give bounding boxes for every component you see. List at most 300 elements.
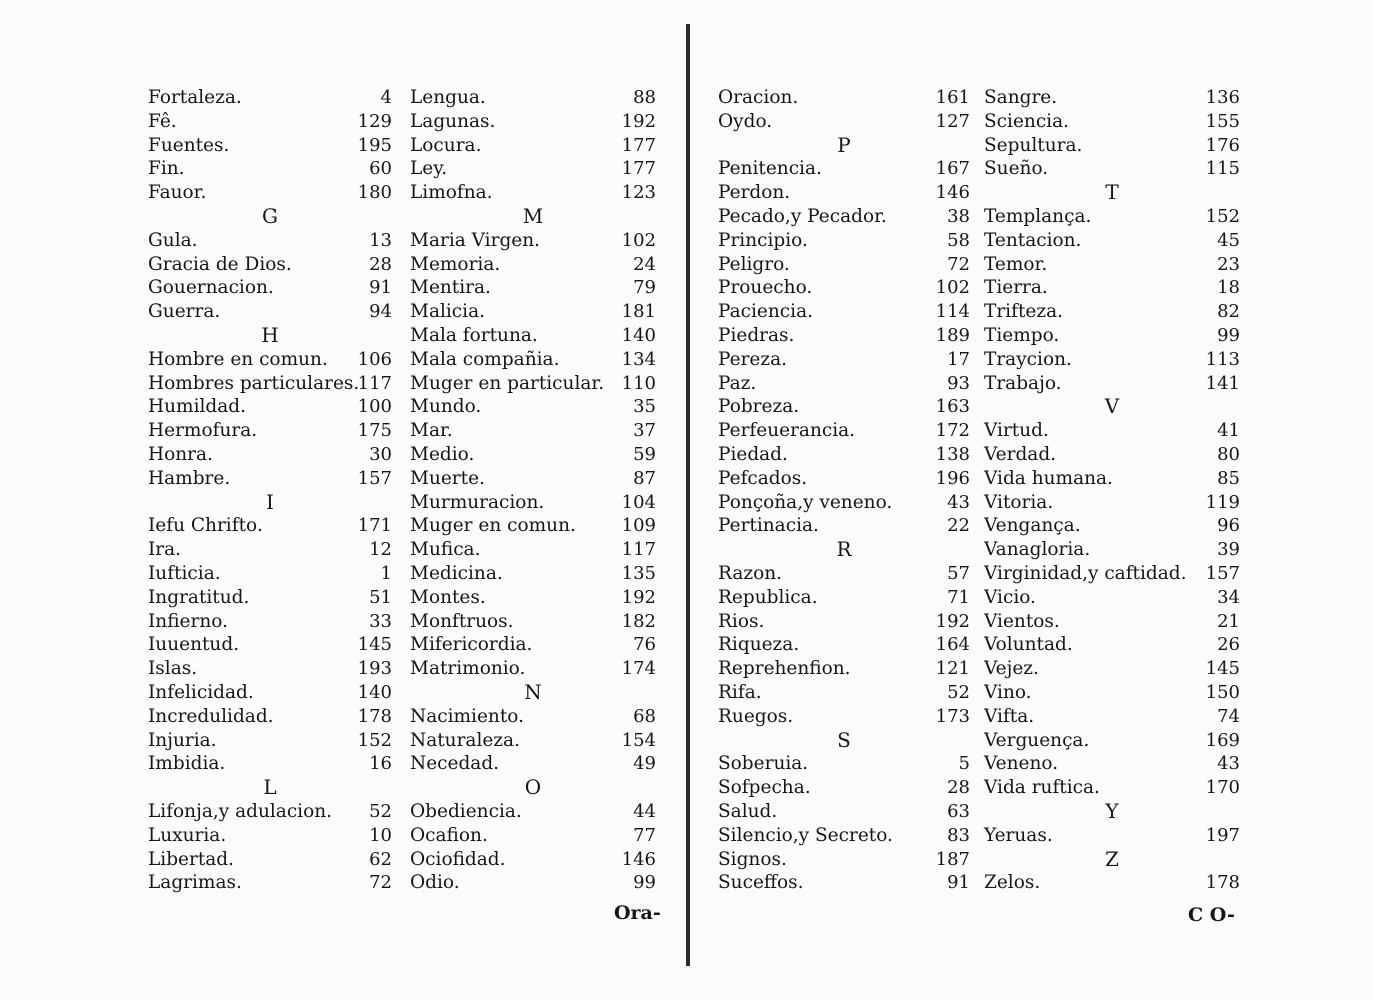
index-entry <box>148 848 392 872</box>
index-entry <box>148 586 392 610</box>
index-entry <box>410 610 656 634</box>
entry-page-number: 43 <box>1217 753 1240 775</box>
index-entry <box>148 681 392 705</box>
entry-term: Rios. <box>718 610 765 632</box>
section-letter-label: H <box>261 322 279 347</box>
entry-page-number: 80 <box>1217 443 1240 465</box>
entry-term: Medio. <box>410 443 475 465</box>
index-entry <box>148 562 392 586</box>
entry-term: Prouecho. <box>718 277 813 299</box>
index-entry <box>410 395 656 419</box>
entry-term: Pertinacia. <box>718 515 819 537</box>
entry-term: Murmuracion. <box>410 491 545 513</box>
entry-term: Vitoria. <box>984 491 1054 513</box>
section-letter <box>148 324 392 348</box>
entry-term: Iefu Chrifto. <box>148 515 263 537</box>
entry-page-number: 43 <box>947 491 970 513</box>
index-column-3 <box>718 86 970 895</box>
entry-page-number: 167 <box>935 158 970 180</box>
index-entry <box>718 824 970 848</box>
entry-page-number: 113 <box>1205 348 1240 370</box>
index-entry <box>718 372 970 396</box>
entry-page-number: 35 <box>633 396 656 418</box>
entry-page-number: 102 <box>935 277 970 299</box>
entry-term: Fortaleza. <box>148 87 242 108</box>
index-entry <box>148 871 392 895</box>
entry-term: Limofna. <box>410 182 493 204</box>
entry-term: Mala fortuna. <box>410 324 538 346</box>
entry-term: Monftruos. <box>410 610 514 632</box>
entry-term: Islas. <box>148 658 198 680</box>
index-entry <box>410 657 656 681</box>
entry-page-number: 192 <box>621 586 656 608</box>
index-entry <box>984 324 1240 348</box>
entry-term: Piedras. <box>718 324 795 346</box>
entry-page-number: 26 <box>1217 634 1240 656</box>
entry-term: Iufticia. <box>148 562 221 584</box>
section-letter-label: T <box>1105 180 1119 205</box>
index-entry <box>718 467 970 491</box>
entry-term: Imbidia. <box>148 753 226 775</box>
entry-page-number: 51 <box>369 586 392 608</box>
entry-term: Montes. <box>410 586 486 608</box>
entry-term: Vifta. <box>984 705 1035 727</box>
entry-term: Oydo. <box>718 110 773 132</box>
entry-term: Guerra. <box>148 301 221 323</box>
entry-term: Paz. <box>718 372 757 394</box>
section-letter <box>410 776 656 800</box>
index-entry <box>410 824 656 848</box>
entry-page-number: 189 <box>935 324 970 346</box>
entry-term: Gracia de Dios. <box>148 253 292 275</box>
entry-term: Pecado,y Pecador. <box>718 205 887 227</box>
index-entry <box>410 300 656 324</box>
entry-term: Fê. <box>148 110 177 132</box>
entry-page-number: 76 <box>633 634 656 656</box>
index-entry <box>984 586 1240 610</box>
entry-term: Incredulidad. <box>148 705 274 727</box>
entry-term: Soberuia. <box>718 753 809 775</box>
entry-page-number: 52 <box>369 800 392 822</box>
entry-term: Lifonja,y adulacion. <box>148 800 333 822</box>
section-letter <box>718 134 970 158</box>
entry-page-number: 79 <box>633 277 656 299</box>
entry-page-number: 141 <box>1205 372 1240 394</box>
entry-page-number: 37 <box>633 420 656 442</box>
index-entry <box>410 86 656 110</box>
index-entry <box>984 467 1240 491</box>
entry-page-number: 129 <box>357 110 392 132</box>
entry-page-number: 21 <box>1217 610 1240 632</box>
entry-page-number: 44 <box>633 800 656 822</box>
entry-page-number: 180 <box>357 182 392 204</box>
section-letter-label: S <box>837 727 851 752</box>
index-entry <box>984 657 1240 681</box>
entry-page-number: 68 <box>633 705 656 727</box>
entry-term: Nacimiento. <box>410 705 524 727</box>
entry-term: Hombre en comun. <box>148 348 328 370</box>
entry-page-number: 134 <box>621 348 656 370</box>
entry-term: Naturaleza. <box>410 729 520 751</box>
index-entry <box>148 657 392 681</box>
entry-term: Principio. <box>718 229 808 251</box>
index-entry <box>148 276 392 300</box>
entry-term: Yeruas. <box>984 824 1053 846</box>
entry-term: Mufica. <box>410 539 481 561</box>
index-entry <box>984 514 1240 538</box>
entry-page-number: 58 <box>947 229 970 251</box>
index-entry <box>410 324 656 348</box>
index-entry <box>718 848 970 872</box>
index-entry <box>984 229 1240 253</box>
entry-page-number: 155 <box>1205 110 1240 132</box>
entry-term: Hombres particulares. <box>148 372 360 394</box>
entry-page-number: 96 <box>1217 515 1240 537</box>
entry-term: Vicio. <box>984 586 1036 608</box>
entry-page-number: 102 <box>621 229 656 251</box>
index-entry <box>718 514 970 538</box>
entry-page-number: 140 <box>357 681 392 703</box>
entry-page-number: 85 <box>1217 467 1240 489</box>
entry-term: Ponçoña,y veneno. <box>718 491 893 513</box>
entry-page-number: 181 <box>621 301 656 323</box>
index-entry <box>148 633 392 657</box>
entry-page-number: 195 <box>357 134 392 156</box>
index-entry <box>410 134 656 158</box>
index-entry <box>148 229 392 253</box>
index-entry <box>148 86 392 110</box>
section-letter <box>984 848 1240 872</box>
section-letter <box>410 681 656 705</box>
entry-page-number: 157 <box>1205 562 1240 584</box>
entry-page-number: 72 <box>947 253 970 275</box>
index-entry <box>718 324 970 348</box>
entry-page-number: 192 <box>935 610 970 632</box>
index-column-4 <box>984 86 1240 895</box>
entry-page-number: 140 <box>621 324 656 346</box>
entry-term: Medicina. <box>410 562 503 584</box>
entry-term: Salud. <box>718 800 778 822</box>
entry-page-number: 38 <box>947 205 970 227</box>
entry-term: Virginidad,y caftidad. <box>984 562 1187 584</box>
entry-term: Malicia. <box>410 301 485 323</box>
entry-page-number: 138 <box>935 443 970 465</box>
entry-term: Trabajo. <box>984 372 1062 394</box>
entry-term: Sepultura. <box>984 134 1083 156</box>
entry-term: Perfeuerancia. <box>718 420 856 442</box>
section-letter <box>148 776 392 800</box>
index-entry <box>148 157 392 181</box>
index-entry <box>984 134 1240 158</box>
entry-page-number: 173 <box>935 705 970 727</box>
entry-term: Mundo. <box>410 396 482 418</box>
section-letter-label: P <box>837 132 851 157</box>
entry-term: Iuuentud. <box>148 634 240 656</box>
entry-page-number: 197 <box>1205 824 1240 846</box>
entry-page-number: 110 <box>621 372 656 394</box>
index-entry <box>410 871 656 895</box>
entry-page-number: 57 <box>947 562 970 584</box>
index-entry <box>984 871 1240 895</box>
entry-term: Gouernacion. <box>148 277 274 299</box>
entry-page-number: 135 <box>621 562 656 584</box>
entry-page-number: 74 <box>1217 705 1240 727</box>
entry-term: Vida ruftica. <box>984 777 1100 799</box>
index-entry <box>148 110 392 134</box>
catchword-left: Ora- <box>614 902 661 924</box>
index-entry <box>984 538 1240 562</box>
index-entry <box>984 276 1240 300</box>
index-entry <box>718 562 970 586</box>
index-entry <box>984 633 1240 657</box>
entry-term: Odio. <box>410 872 460 894</box>
index-entry <box>148 419 392 443</box>
index-entry <box>410 229 656 253</box>
section-letter <box>718 538 970 562</box>
index-entry <box>984 157 1240 181</box>
index-entry <box>984 491 1240 515</box>
entry-term: Traycion. <box>984 348 1072 370</box>
index-entry <box>984 729 1240 753</box>
entry-term: Pobreza. <box>718 396 800 418</box>
entry-term: Muger en particular. <box>410 372 605 394</box>
entry-term: Ocafion. <box>410 824 488 846</box>
index-entry <box>410 181 656 205</box>
entry-term: Virtud. <box>984 420 1049 442</box>
index-entry <box>410 157 656 181</box>
section-letter-label: L <box>263 775 277 800</box>
index-entry <box>410 633 656 657</box>
entry-page-number: 10 <box>369 824 392 846</box>
entry-page-number: 146 <box>621 848 656 870</box>
entry-page-number: 17 <box>947 348 970 370</box>
index-entry <box>984 348 1240 372</box>
section-letter-label: N <box>524 679 542 704</box>
entry-term: Republica. <box>718 586 818 608</box>
entry-term: Fauor. <box>148 182 207 204</box>
entry-term: Lagrimas. <box>148 872 242 894</box>
index-entry <box>718 491 970 515</box>
entry-term: Signos. <box>718 848 787 870</box>
entry-page-number: 30 <box>369 443 392 465</box>
entry-page-number: 170 <box>1205 777 1240 799</box>
index-column-1 <box>148 86 392 895</box>
index-entry <box>718 800 970 824</box>
entry-term: Tierra. <box>984 277 1048 299</box>
entry-page-number: 177 <box>621 158 656 180</box>
entry-page-number: 150 <box>1205 681 1240 703</box>
entry-page-number: 82 <box>1217 301 1240 323</box>
index-entry <box>148 443 392 467</box>
index-entry <box>410 443 656 467</box>
entry-term: Templança. <box>984 205 1092 227</box>
entry-term: Humildad. <box>148 396 247 418</box>
entry-page-number: 49 <box>633 753 656 775</box>
index-entry <box>718 610 970 634</box>
entry-page-number: 177 <box>621 134 656 156</box>
index-entry <box>410 419 656 443</box>
index-entry <box>410 253 656 277</box>
index-entry <box>984 681 1240 705</box>
entry-term: Honra. <box>148 443 213 465</box>
entry-term: Mala compañia. <box>410 348 560 370</box>
entry-page-number: 127 <box>935 110 970 132</box>
entry-page-number: 87 <box>633 467 656 489</box>
index-entry <box>148 610 392 634</box>
entry-page-number: 163 <box>935 396 970 418</box>
index-entry <box>984 110 1240 134</box>
index-entry <box>718 300 970 324</box>
entry-page-number: 41 <box>1217 420 1240 442</box>
entry-term: Voluntad. <box>984 634 1073 656</box>
entry-term: Trifteza. <box>984 301 1063 323</box>
entry-page-number: 91 <box>369 277 392 299</box>
catchword-right: C O- <box>1188 904 1235 926</box>
index-entry <box>718 871 970 895</box>
index-entry <box>984 443 1240 467</box>
entry-term: Paciencia. <box>718 301 813 323</box>
entry-term: Zelos. <box>984 872 1041 894</box>
entry-page-number: 77 <box>633 824 656 846</box>
entry-page-number: 72 <box>369 872 392 894</box>
index-entry <box>148 134 392 158</box>
index-entry <box>718 776 970 800</box>
index-entry <box>718 395 970 419</box>
section-letter-label: V <box>1104 394 1120 419</box>
entry-page-number: 4 <box>380 87 392 108</box>
index-entry <box>718 86 970 110</box>
entry-term: Gula. <box>148 229 198 251</box>
entry-term: Temor. <box>984 253 1048 275</box>
entry-page-number: 60 <box>369 158 392 180</box>
index-entry <box>410 729 656 753</box>
index-entry <box>410 705 656 729</box>
index-entry <box>718 276 970 300</box>
entry-page-number: 18 <box>1217 277 1240 299</box>
entry-page-number: 1 <box>380 562 392 584</box>
entry-term: Razon. <box>718 562 783 584</box>
entry-page-number: 13 <box>369 229 392 251</box>
index-entry <box>410 848 656 872</box>
entry-page-number: 145 <box>357 634 392 656</box>
section-letter <box>984 800 1240 824</box>
entry-term: Tiempo. <box>984 324 1060 346</box>
index-entry <box>410 800 656 824</box>
entry-page-number: 121 <box>935 658 970 680</box>
index-entry <box>148 467 392 491</box>
entry-page-number: 176 <box>1205 134 1240 156</box>
entry-term: Mar. <box>410 420 453 442</box>
entry-page-number: 182 <box>621 610 656 632</box>
entry-page-number: 63 <box>947 800 970 822</box>
index-entry <box>148 348 392 372</box>
entry-page-number: 28 <box>947 777 970 799</box>
entry-term: Silencio,y Secreto. <box>718 824 893 846</box>
entry-term: Ociofidad. <box>410 848 506 870</box>
index-entry <box>148 395 392 419</box>
entry-term: Muger en comun. <box>410 515 576 537</box>
index-entry <box>984 205 1240 229</box>
index-entry <box>410 562 656 586</box>
entry-page-number: 175 <box>357 420 392 442</box>
section-letter <box>718 729 970 753</box>
entry-term: Fuentes. <box>148 134 230 156</box>
entry-page-number: 172 <box>935 420 970 442</box>
index-entry <box>718 419 970 443</box>
entry-page-number: 145 <box>1205 658 1240 680</box>
entry-term: Riqueza. <box>718 634 800 656</box>
index-entry <box>718 657 970 681</box>
entry-page-number: 24 <box>633 253 656 275</box>
entry-page-number: 88 <box>633 87 656 108</box>
index-entry <box>718 443 970 467</box>
index-entry <box>718 205 970 229</box>
entry-term: Infierno. <box>148 610 228 632</box>
entry-term: Necedad. <box>410 753 500 775</box>
entry-term: Mentira. <box>410 277 491 299</box>
entry-page-number: 71 <box>947 586 970 608</box>
index-entry <box>148 372 392 396</box>
section-letter-label: M <box>522 203 544 228</box>
gutter-line <box>686 24 690 966</box>
entry-term: Ingratitud. <box>148 586 250 608</box>
entry-page-number: 5 <box>958 753 970 775</box>
entry-page-number: 28 <box>369 253 392 275</box>
entry-page-number: 154 <box>621 729 656 751</box>
index-entry <box>148 824 392 848</box>
index-entry <box>410 514 656 538</box>
entry-term: Ruegos. <box>718 705 794 727</box>
entry-page-number: 196 <box>935 467 970 489</box>
entry-term: Fin. <box>148 158 185 180</box>
entry-page-number: 45 <box>1217 229 1240 251</box>
section-letter-label: R <box>836 537 852 562</box>
index-entry <box>984 86 1240 110</box>
entry-page-number: 34 <box>1217 586 1240 608</box>
entry-term: Pefcados. <box>718 467 808 489</box>
entry-page-number: 94 <box>369 301 392 323</box>
index-entry <box>148 538 392 562</box>
entry-term: Maria Virgen. <box>410 229 541 251</box>
entry-term: Obediencia. <box>410 800 522 822</box>
entry-term: Matrimonio. <box>410 658 526 680</box>
section-letter <box>410 205 656 229</box>
entry-term: Piedad. <box>718 443 788 465</box>
index-entry <box>148 729 392 753</box>
entry-page-number: 119 <box>1205 491 1240 513</box>
entry-term: Penitencia. <box>718 158 822 180</box>
entry-term: Infelicidad. <box>148 681 254 703</box>
entry-term: Locura. <box>410 134 482 156</box>
entry-term: Rifa. <box>718 681 762 703</box>
index-entry <box>148 705 392 729</box>
index-entry <box>148 253 392 277</box>
entry-page-number: 174 <box>621 658 656 680</box>
entry-term: Oracion. <box>718 87 799 108</box>
entry-page-number: 178 <box>357 705 392 727</box>
section-letter-label: G <box>262 203 278 228</box>
section-letter-label: Z <box>1105 846 1119 871</box>
index-entry <box>718 110 970 134</box>
entry-term: Lengua. <box>410 87 486 108</box>
index-entry <box>148 514 392 538</box>
index-entry <box>984 705 1240 729</box>
entry-page-number: 62 <box>369 848 392 870</box>
index-entry <box>984 824 1240 848</box>
entry-page-number: 164 <box>935 634 970 656</box>
entry-page-number: 187 <box>935 848 970 870</box>
entry-page-number: 192 <box>621 110 656 132</box>
